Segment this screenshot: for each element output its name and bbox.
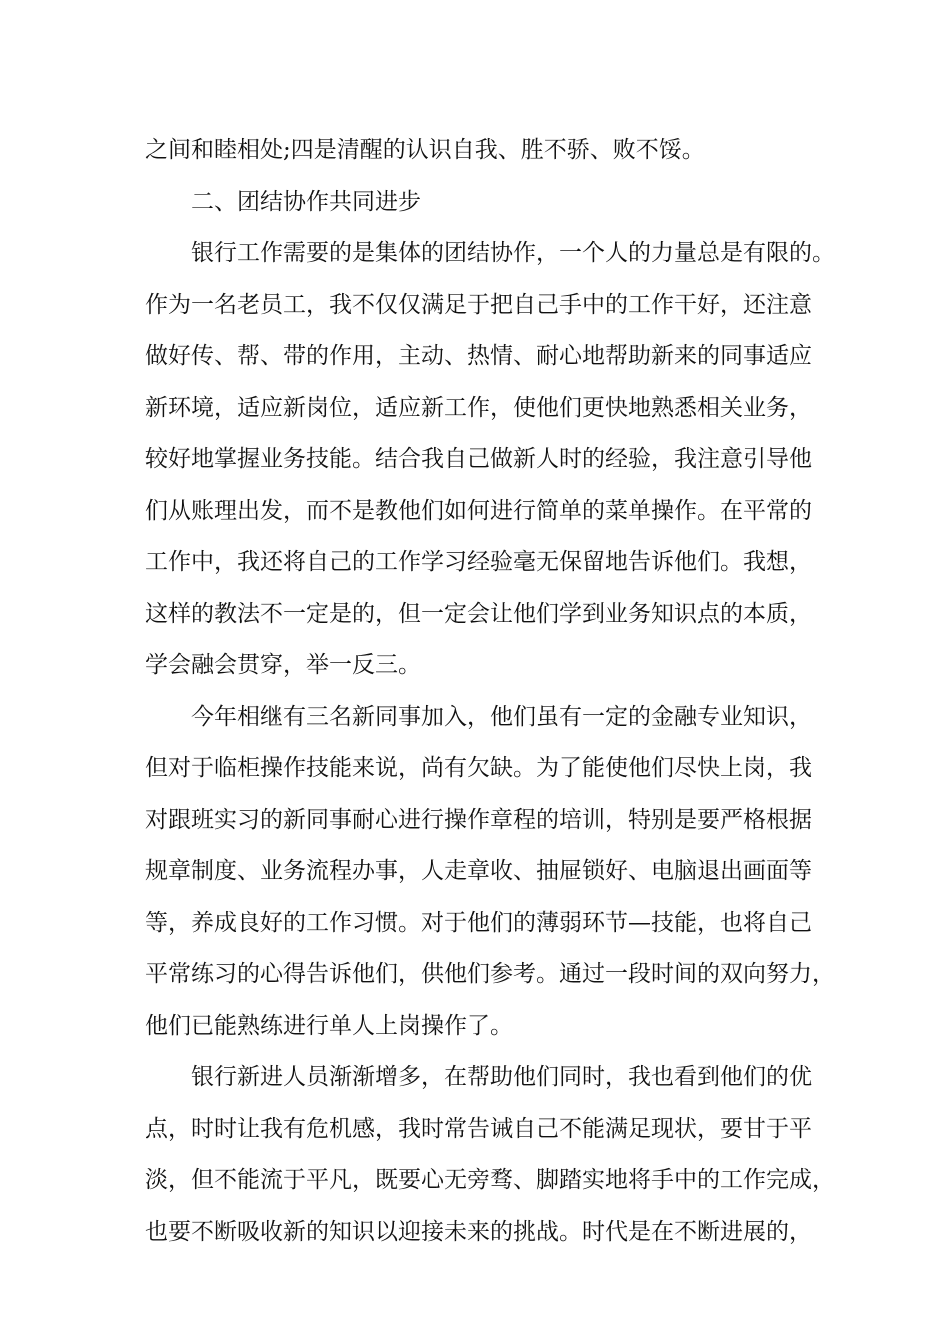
text-line: 做好传、帮、带的作用，主动、热情、耐心地帮助新来的同事适应 [145,343,812,369]
text-line: 工作中，我还将自己的工作学习经验毫无保留地告诉他们。我想， [145,549,812,575]
text-line: 对跟班实习的新同事耐心进行操作章程的培训，特别是要严格根据 [145,806,812,833]
text-line: 学会融会贯穿，举一反三。 [145,652,421,678]
text-line: 今年相继有三名新同事加入，他们虽有一定的金融专业知识， [191,703,812,730]
text-line: 银行工作需要的是集体的团结协作，一个人的力量总是有限的。 [191,240,835,266]
text-line: 等，养成良好的工作习惯。对于他们的薄弱环节—技能，也将自己 [145,909,812,936]
document-body [145,125,835,1258]
text-line: 较好地掌握业务技能。结合我自己做新人时的经验，我注意引导他 [145,446,812,472]
text-line: 但对于临柜操作技能来说，尚有欠缺。为了能使他们尽快上岗，我 [145,755,812,781]
section-heading: 二、团结协作共同进步 [191,188,421,215]
text-line: 规章制度、业务流程办事，人走章收、抽屉锁好、电脑退出画面等 [145,858,812,884]
text-line: 他们已能熟练进行单人上岗操作了。 [145,1012,513,1039]
text-line: 也要不断吸收新的知识以迎接未来的挑战。时代是在不断进展的， [145,1218,812,1245]
text-line: 银行新进人员渐渐增多，在帮助他们同时，我也看到他们的优 [191,1064,812,1090]
text-line: 作为一名老员工，我不仅仅满足于把自己手中的工作干好，还注意 [145,291,812,318]
text-line: 们从账理出发，而不是教他们如何进行简单的菜单操作。在平常的 [145,497,812,524]
text-line: 平常练习的心得告诉他们，供他们参考。通过一段时间的双向努力， [145,961,835,987]
text-line: 之间和睦相处;四是清醒的认识自我、胜不骄、败不馁。 [145,137,705,163]
text-line: 淡，但不能流于平凡，既要心无旁骛、脚踏实地将手中的工作完成， [145,1167,835,1193]
text-line: 点，时时让我有危机感，我时常告诫自己不能满足现状，要甘于平 [145,1115,812,1142]
text-line: 新环境，适应新岗位，适应新工作，使他们更快地熟悉相关业务， [145,394,812,421]
text-line: 这样的教法不一定是的，但一定会让他们学到业务知识点的本质， [145,600,812,627]
